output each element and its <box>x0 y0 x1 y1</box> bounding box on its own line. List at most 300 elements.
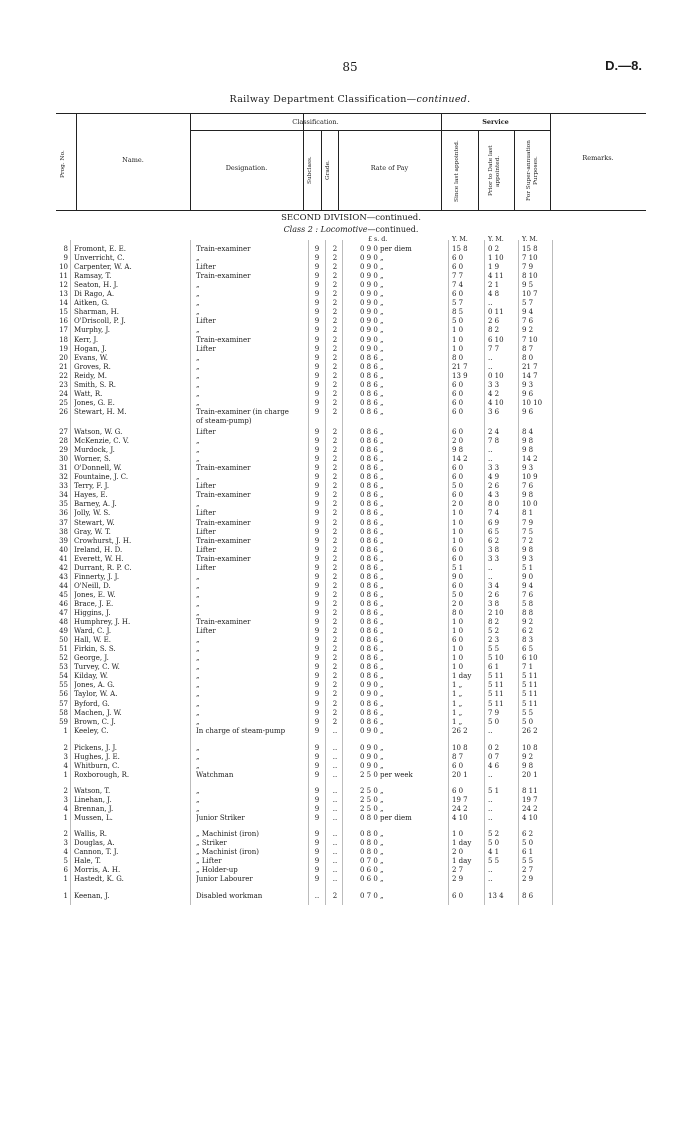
table-row <box>0 473 700 482</box>
prog-no-cell: 42 <box>59 563 68 572</box>
subclass-cell: 9 <box>314 866 320 875</box>
subclass-cell: 9 <box>314 805 320 813</box>
name-cell: Jones, E. W. <box>74 590 116 599</box>
rate-cell: 0 9 0 per diem <box>360 245 412 253</box>
subclass-cell: 9 <box>314 572 320 581</box>
designation-cell: Lifter <box>196 344 216 353</box>
prog-no-cell: 40 <box>59 545 68 554</box>
prior-cell: 4 9 <box>488 473 500 482</box>
subclass-cell: 9 <box>314 636 320 645</box>
prog-no-cell: 36 <box>59 509 68 518</box>
prog-no-cell: 39 <box>59 536 68 545</box>
superannuation-cell: 9 4 <box>522 308 534 317</box>
subclass-cell: 9 <box>314 627 320 636</box>
since-last-cell: 1 0 <box>452 627 464 636</box>
name-cell: Sharman, H. <box>74 308 119 317</box>
grade-cell: 2 <box>332 663 338 672</box>
grade-cell: 2 <box>332 527 338 536</box>
grade-cell: 2 <box>332 599 338 608</box>
prog-no-cell: 53 <box>59 663 68 672</box>
prior-cell: 0 11 <box>488 308 504 317</box>
name-cell: Hughes, J. E. <box>74 752 120 761</box>
superannuation-cell: 9 2 <box>522 618 534 627</box>
grade-cell: 2 <box>332 590 338 599</box>
grade-header: Grade. <box>325 160 331 180</box>
rate-cell: 0 9 0 „ <box>360 752 384 761</box>
prior-cell: 1 9 <box>488 263 500 272</box>
grade-cell: 2 <box>332 362 338 371</box>
grade-cell: 2 <box>332 572 338 581</box>
name-cell: Kilday, W. <box>74 672 109 681</box>
since-last-cell: 1 0 <box>452 335 464 344</box>
subclass-cell: 9 <box>314 663 320 672</box>
table-row <box>0 582 700 591</box>
since-last-cell: 6 0 <box>452 473 464 482</box>
rate-cell: 0 8 6 „ <box>360 572 384 581</box>
designation-cell: „ <box>196 654 200 663</box>
superannuation-cell: 14 7 <box>522 371 538 380</box>
designation-cell: „ <box>196 690 200 699</box>
rate-cell: 0 8 6 „ <box>360 581 384 590</box>
prog-no-cell: 41 <box>59 554 68 563</box>
prior-cell: 5 11 <box>488 672 504 681</box>
since-last-cell: 19 7 <box>452 795 468 804</box>
name-cell: Higgins, J. <box>74 609 111 617</box>
designation-cell: „ Machinist (iron) <box>196 830 260 839</box>
designation-cell: „ <box>196 699 200 708</box>
subclass-cell: 9 <box>314 599 320 608</box>
table-row <box>0 336 700 345</box>
designation-cell: In charge of steam-pump <box>196 726 286 735</box>
name-cell: Murphy, J. <box>74 326 110 335</box>
subclass-cell: 9 <box>314 455 320 464</box>
prior-cell: 4 1 <box>488 848 500 857</box>
designation-cell: „ <box>196 609 200 617</box>
since-last-cell: 6 0 <box>452 636 464 645</box>
superannuation-cell: 7 10 <box>522 254 538 263</box>
subclass-cell: 9 <box>314 795 320 804</box>
prior-cell: 0 2 <box>488 245 500 253</box>
designation-cell: Train-examiner <box>196 335 251 344</box>
rate-cell: 0 8 6 „ <box>360 545 384 554</box>
superannuation-cell: 9 8 <box>522 545 534 554</box>
table-row <box>0 326 700 335</box>
rate-cell: 0 8 6 „ <box>360 380 384 389</box>
prior-cell: 13 4 <box>488 892 504 901</box>
rate-cell: 0 9 0 „ <box>360 335 384 344</box>
table-row <box>0 509 700 518</box>
designation-cell: Lifter <box>196 263 216 272</box>
prog-no-cell: 49 <box>59 627 68 636</box>
grade-cell: 2 <box>332 317 338 326</box>
since-last-cell: 1 day <box>452 839 472 848</box>
name-cell: Fountaine, J. C. <box>74 473 129 482</box>
designation-cell: „ Holder-up <box>196 866 238 875</box>
table-row <box>0 528 700 537</box>
designation-cell: „ <box>196 645 200 654</box>
grade-cell: 2 <box>332 281 338 290</box>
prior-cell: 4 11 <box>488 272 504 281</box>
subclass-cell: 9 <box>314 362 320 371</box>
prior-cell: 3 3 <box>488 380 500 389</box>
table-row <box>0 762 700 771</box>
prog-no-cell: 48 <box>59 618 68 627</box>
superannuation-cell: 20 1 <box>522 770 538 779</box>
since-last-cell: 20 1 <box>452 770 468 779</box>
rate-cell: 0 8 6 „ <box>360 371 384 380</box>
designation-cell: Lifter <box>196 482 216 491</box>
superannuation-cell: 26 2 <box>522 726 538 735</box>
prog-no-cell: 18 <box>59 335 68 344</box>
subclass-cell: 9 <box>314 814 320 823</box>
designation-cell: Junior Striker <box>196 814 245 823</box>
designation-cell: Watchman <box>196 770 234 779</box>
designation-cell: „ Machinist (iron) <box>196 848 260 857</box>
table-row <box>0 381 700 390</box>
name-cell: Keenan, J. <box>74 892 110 901</box>
prog-no-cell: 11 <box>59 272 68 281</box>
prog-no-cell: 13 <box>59 290 68 299</box>
rate-cell: 0 9 0 „ <box>360 299 384 308</box>
prior-cell: 5 10 <box>488 654 504 663</box>
column-rule <box>342 240 343 905</box>
prog-no-cell: 1 <box>63 875 68 884</box>
prog-no-cell: 23 <box>59 380 68 389</box>
superannuation-cell: 5 1 <box>522 563 534 572</box>
since-last-cell: 8 0 <box>452 353 464 362</box>
rate-cell: 0 8 6 „ <box>360 672 384 681</box>
table-row <box>0 744 700 753</box>
superannuation-cell: 9 4 <box>522 581 534 590</box>
prior-cell: 6 9 <box>488 518 500 527</box>
table-row <box>0 482 700 491</box>
name-cell: Pickens, J. J. <box>74 743 118 752</box>
designation-cell: „ <box>196 708 200 717</box>
prog-no-cell: 24 <box>59 389 68 398</box>
since-last-cell: 1 „ <box>452 681 463 690</box>
prog-no-cell: 58 <box>59 708 68 717</box>
subclass-header: Subclass. <box>307 156 313 184</box>
grade-cell: 2 <box>332 545 338 554</box>
grade-cell: 2 <box>332 272 338 281</box>
grade-cell: 2 <box>332 263 338 272</box>
table-row <box>0 681 700 690</box>
grade-cell: 2 <box>332 681 338 690</box>
subclass-cell: 9 <box>314 743 320 752</box>
rate-cell: 0 8 6 „ <box>360 473 384 482</box>
designation-cell: „ <box>196 761 200 770</box>
table-row <box>0 390 700 399</box>
prog-no-cell: 4 <box>63 761 68 770</box>
table-row <box>0 363 700 372</box>
grade-cell: .. <box>332 805 338 813</box>
superannuation-cell: 6 10 <box>522 654 538 663</box>
since-last-cell: 1 0 <box>452 830 464 839</box>
superannuation-cell: 9 8 <box>522 437 534 446</box>
grade-cell: 2 <box>332 326 338 335</box>
grade-cell: .. <box>332 726 338 735</box>
designation-cell: „ <box>196 254 200 263</box>
name-cell: Byford, G. <box>74 699 110 708</box>
prog-no-cell: 51 <box>59 645 68 654</box>
rate-cell: 0 8 6 „ <box>360 663 384 672</box>
name-cell: Watson, T. <box>74 786 111 795</box>
designation-cell: „ <box>196 805 200 813</box>
table-row <box>0 814 700 823</box>
designation-cell: of steam-pump) <box>196 416 252 425</box>
rate-cell: 0 8 6 „ <box>360 590 384 599</box>
subclass-cell: 9 <box>314 398 320 407</box>
prog-no-cell: 54 <box>59 672 68 681</box>
rate-cell: 0 9 0 „ <box>360 290 384 299</box>
rate-cell: 0 8 6 „ <box>360 455 384 464</box>
prior-cell: 4 8 <box>488 290 500 299</box>
superannuation-cell: 5 5 <box>522 857 534 866</box>
grade-cell: .. <box>332 743 338 752</box>
prior-cell: 5 11 <box>488 690 504 699</box>
table-row <box>0 519 700 528</box>
table-row <box>0 709 700 718</box>
prog-no-cell: 43 <box>59 572 68 581</box>
designation-cell: „ <box>196 572 200 581</box>
rate-cell: 0 8 6 „ <box>360 563 384 572</box>
column-rule <box>484 240 485 905</box>
since-last-cell: 6 0 <box>452 581 464 590</box>
subclass-cell: 9 <box>314 245 320 253</box>
prior-cell: .. <box>488 770 493 779</box>
designation-cell: Disabled workman <box>196 892 263 901</box>
subclass-cell: 9 <box>314 672 320 681</box>
grade-cell: .. <box>332 814 338 823</box>
since-last-cell: 24 2 <box>452 805 468 813</box>
since-last-cell: 6 0 <box>452 407 464 416</box>
designation-cell: „ <box>196 590 200 599</box>
superannuation-cell: 7 5 <box>522 527 534 536</box>
since-last-cell: 9 8 <box>452 446 464 455</box>
designation-cell: „ <box>196 308 200 317</box>
subclass-cell: 9 <box>314 290 320 299</box>
designation-cell: „ <box>196 398 200 407</box>
subclass-cell: 9 <box>314 554 320 563</box>
prog-no-cell: 2 <box>63 786 68 795</box>
since-last-cell: 6 0 <box>452 389 464 398</box>
name-cell: Douglas, A. <box>74 839 115 848</box>
prior-cell: 5 1 <box>488 786 500 795</box>
subclass-cell: 9 <box>314 380 320 389</box>
class-name: Locomotive <box>320 225 368 234</box>
table-row <box>0 672 700 681</box>
grade-cell: 2 <box>332 618 338 627</box>
title-main: Railway Department Classification— <box>229 94 417 105</box>
rate-cell: 0 8 6 „ <box>360 527 384 536</box>
table-row <box>0 839 700 848</box>
rate-cell: 0 8 6 „ <box>360 536 384 545</box>
grade-cell: 2 <box>332 690 338 699</box>
designation-cell: Train-examiner <box>196 245 251 253</box>
name-cell: Terry, F. J. <box>74 482 110 491</box>
grade-cell: 2 <box>332 389 338 398</box>
subclass-cell: 9 <box>314 353 320 362</box>
name-cell: Watt, R. <box>74 389 103 398</box>
prior-cell: .. <box>488 726 493 735</box>
class-label: Class 2 : <box>283 225 319 234</box>
prog-no-cell: 9 <box>63 254 68 263</box>
grade-cell: 2 <box>332 500 338 509</box>
name-cell: Stewart, H. M. <box>74 407 127 416</box>
table-row <box>0 399 700 408</box>
since-last-cell: 5 0 <box>452 317 464 326</box>
superannuation-cell: 5 5 <box>522 708 534 717</box>
table-row <box>0 627 700 636</box>
name-cell: Reidy, M. <box>74 371 108 380</box>
superannuation-cell: 10 7 <box>522 290 538 299</box>
prior-cell: .. <box>488 299 493 308</box>
grade-cell: 2 <box>332 455 338 464</box>
page-number: 85 <box>342 60 358 74</box>
designation-cell: „ <box>196 743 200 752</box>
subclass-cell: 9 <box>314 317 320 326</box>
superannuation-cell: 9 0 <box>522 572 534 581</box>
rate-cell: 0 6 0 „ <box>360 875 384 884</box>
subclass-cell: 9 <box>314 500 320 509</box>
rate-cell: 0 8 6 „ <box>360 398 384 407</box>
grade-cell: 2 <box>332 380 338 389</box>
superannuation-cell: 7 2 <box>522 536 534 545</box>
designation-cell: Lifter <box>196 428 216 436</box>
name-cell: Brown, C. J. <box>74 717 116 726</box>
table-row <box>0 866 700 875</box>
since-last-cell: 6 0 <box>452 761 464 770</box>
prog-no-cell: 59 <box>59 717 68 726</box>
name-cell: Hayes, E. <box>74 491 108 500</box>
subclass-cell: 9 <box>314 830 320 839</box>
prog-no-cell: 21 <box>59 362 68 371</box>
grade-cell: 2 <box>332 627 338 636</box>
superannuation-cell: 6 2 <box>522 830 534 839</box>
superannuation-cell: 8 4 <box>522 428 534 436</box>
name-cell: Jones, A. G. <box>74 681 115 690</box>
prog-no-cell: 32 <box>59 473 68 482</box>
table-row <box>0 372 700 381</box>
prog-no-cell: 33 <box>59 482 68 491</box>
prior-cell: 6 1 <box>488 663 500 672</box>
table-row <box>0 317 700 326</box>
service-header: Service <box>482 118 509 126</box>
subclass-cell: 9 <box>314 299 320 308</box>
prior-cell: 5 11 <box>488 681 504 690</box>
grade-cell: .. <box>332 857 338 866</box>
name-cell: Di Rago, A. <box>74 290 115 299</box>
since-last-cell: 1 0 <box>452 663 464 672</box>
grade-cell: 2 <box>332 636 338 645</box>
designation-cell: „ <box>196 663 200 672</box>
grade-cell: .. <box>332 866 338 875</box>
rate-cell: 0 8 6 „ <box>360 554 384 563</box>
prog-no-cell: 38 <box>59 527 68 536</box>
since-last-units: Y. M. <box>452 236 468 243</box>
prog-no-cell: 44 <box>59 581 68 590</box>
grade-cell: .. <box>332 786 338 795</box>
name-cell: O'Neill, D. <box>74 581 111 590</box>
prior-cell: 7 7 <box>488 344 500 353</box>
grade-cell: 2 <box>332 491 338 500</box>
subclass-cell: 9 <box>314 761 320 770</box>
rate-cell: 0 8 6 „ <box>360 428 384 436</box>
since-last-cell: 6 0 <box>452 290 464 299</box>
prog-no-cell: 1 <box>63 892 68 901</box>
prior-cell: .. <box>488 795 493 804</box>
prior-to-date-header: Prior to Date last appointed. <box>488 145 501 197</box>
table-row <box>0 727 700 736</box>
designation-cell: Train-examiner <box>196 464 251 473</box>
prog-no-cell: 12 <box>59 281 68 290</box>
superannuation-cell: 7 10 <box>522 335 538 344</box>
since-last-cell: 8 5 <box>452 308 464 317</box>
superannuation-cell: 9 3 <box>522 380 534 389</box>
name-cell: Smith, S. R. <box>74 380 116 389</box>
name-cell: Brennan, J. <box>74 805 114 813</box>
superannuation-cell: 9 2 <box>522 752 534 761</box>
since-last-cell: 2 9 <box>452 875 464 884</box>
prior-cell: 5 0 <box>488 717 500 726</box>
designation-cell: „ <box>196 473 200 482</box>
table-row <box>0 573 700 582</box>
subclass-cell: 9 <box>314 654 320 663</box>
prior-cell: 5 11 <box>488 699 504 708</box>
since-last-cell: 6 0 <box>452 263 464 272</box>
designation-cell: „ <box>196 636 200 645</box>
name-cell: Everett, W. H. <box>74 554 124 563</box>
table-row <box>0 830 700 839</box>
designation-cell: Train-examiner (in charge <box>196 407 289 416</box>
superannuation-cell: 5 11 <box>522 690 538 699</box>
grade-cell: 2 <box>332 609 338 617</box>
subclass-cell: 9 <box>314 371 320 380</box>
subclass-cell: 9 <box>314 407 320 416</box>
since-last-cell: 2 0 <box>452 599 464 608</box>
superannuation-cell: 7 9 <box>522 518 534 527</box>
table-row <box>0 345 700 354</box>
table-row <box>0 857 700 866</box>
rate-cell: 0 8 6 „ <box>360 389 384 398</box>
superannuation-cell: 9 3 <box>522 464 534 473</box>
prog-no-cell: 5 <box>63 857 68 866</box>
subclass-cell: 9 <box>314 464 320 473</box>
rate-cell: 0 7 0 „ <box>360 892 384 901</box>
rate-cell: 0 8 6 „ <box>360 699 384 708</box>
since-last-cell: 13 9 <box>452 371 468 380</box>
subclass-cell: 9 <box>314 717 320 726</box>
subclass-cell: 9 <box>314 770 320 779</box>
rate-cell: 0 8 6 „ <box>360 627 384 636</box>
since-last-cell: 1 0 <box>452 509 464 518</box>
rate-cell: 0 9 0 „ <box>360 263 384 272</box>
prog-no-cell: 4 <box>63 848 68 857</box>
subclass-cell: 9 <box>314 875 320 884</box>
rate-cell: 0 8 6 „ <box>360 353 384 362</box>
grade-cell: 2 <box>332 335 338 344</box>
subclass-cell: 9 <box>314 590 320 599</box>
prior-cell: 7 9 <box>488 708 500 717</box>
designation-cell: Junior Labourer <box>196 875 253 884</box>
prior-cell: .. <box>488 353 493 362</box>
since-last-cell: 5 7 <box>452 299 464 308</box>
rate-cell: 0 9 0 „ <box>360 344 384 353</box>
since-last-cell: 1 0 <box>452 654 464 663</box>
superannuation-cell: 8 11 <box>522 786 538 795</box>
prog-no-cell: 8 <box>63 245 68 253</box>
prog-no-cell: 57 <box>59 699 68 708</box>
